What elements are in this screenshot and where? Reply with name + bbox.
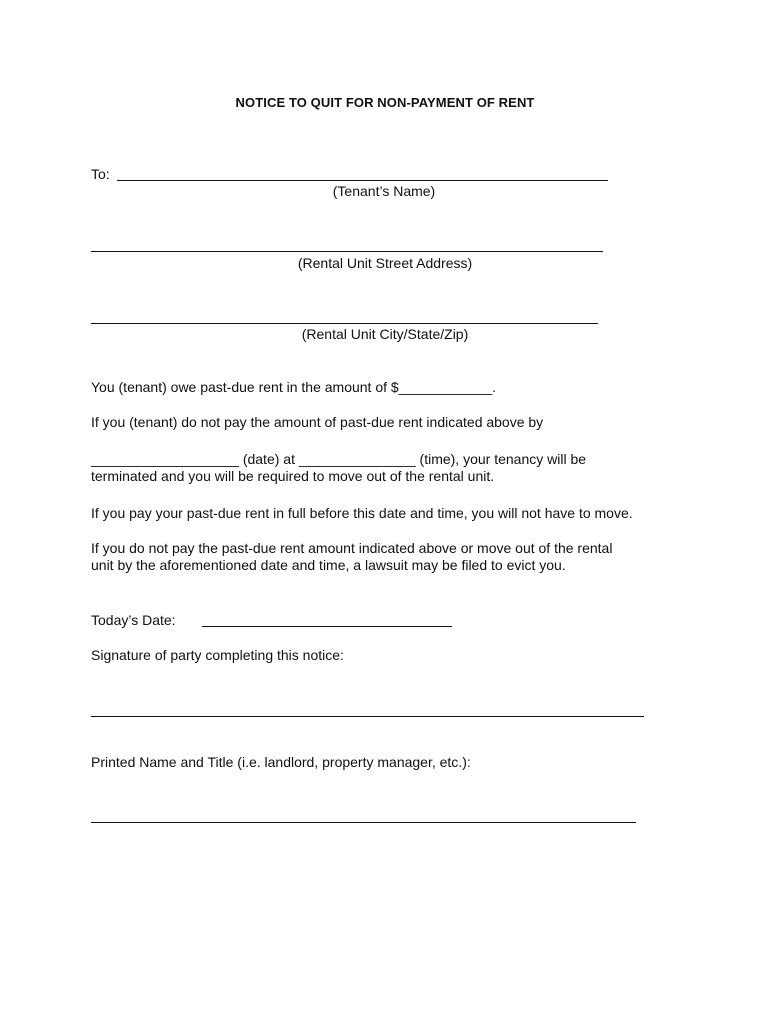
city-state-zip-line[interactable] bbox=[91, 323, 598, 324]
todays-date-line[interactable] bbox=[202, 626, 452, 627]
pay-in-full-text: If you pay your past-due rent in full before this date and time, you will not have to move. bbox=[91, 505, 633, 521]
tenant-name-line[interactable] bbox=[117, 180, 608, 181]
lawsuit-text-line2: unit by the aforementioned date and time, a lawsuit may be filed to evict you. bbox=[91, 557, 566, 573]
street-address-caption: (Rental Unit Street Address) bbox=[297, 255, 473, 271]
termination-text: terminated and you will be required to move out of the rental unit. bbox=[91, 468, 495, 484]
deadline-line: ___________________ (date) at _______________ (time), your tenancy will be bbox=[91, 451, 587, 467]
todays-date-label: Today’s Date: bbox=[91, 612, 176, 628]
printed-name-line[interactable] bbox=[91, 822, 636, 823]
amount-owed-text: You (tenant) owe past-due rent in the amount of $____________. bbox=[91, 379, 497, 395]
if-not-paid-text: If you (tenant) do not pay the amount of past-due rent indicated above by bbox=[91, 414, 544, 430]
document-title: NOTICE TO QUIT FOR NON-PAYMENT OF RENT bbox=[235, 95, 535, 110]
signature-line[interactable] bbox=[91, 716, 644, 717]
street-address-line[interactable] bbox=[91, 251, 603, 252]
lawsuit-text-line1: If you do not pay the past-due rent amount indicated above or move out of the rental bbox=[91, 540, 613, 556]
tenant-name-caption: (Tenant’s Name) bbox=[332, 183, 436, 199]
signature-label: Signature of party completing this notice: bbox=[91, 647, 344, 663]
city-state-zip-caption: (Rental Unit City/State/Zip) bbox=[301, 326, 469, 342]
to-label: To: bbox=[91, 166, 110, 182]
printed-name-label: Printed Name and Title (i.e. landlord, property manager, etc.): bbox=[91, 754, 471, 770]
